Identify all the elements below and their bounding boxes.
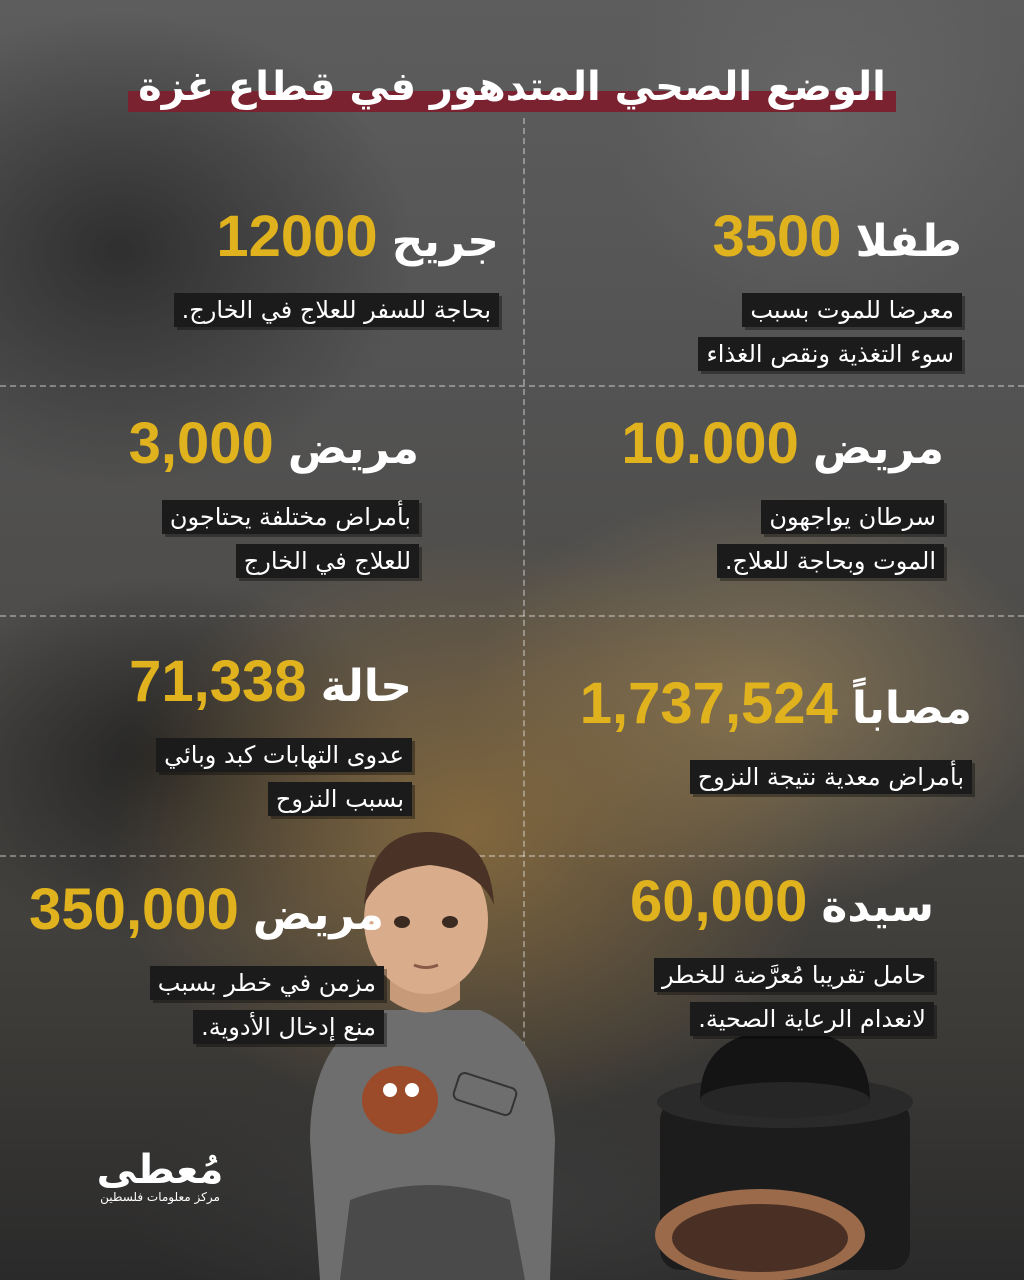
stat-line: بحاجة للسفر للعلاج في الخارج. xyxy=(174,293,499,327)
stat-hepatitis-cases xyxy=(129,650,412,816)
logo-subtitle: مركز معلومات فلسطين xyxy=(100,1190,220,1204)
stat-line: معرضا للموت بسبب xyxy=(742,293,962,327)
stat-unit: حالة xyxy=(320,661,412,712)
stat-unit: جريح xyxy=(391,216,499,267)
stat-infectious-diseases xyxy=(580,672,972,794)
logo-name: مُعطى xyxy=(96,1147,224,1193)
stat-chronic-patients xyxy=(29,878,384,1044)
stat-wounded-travel xyxy=(174,205,499,327)
stat-number: 3,000 xyxy=(128,411,274,476)
stat-unit: مريض xyxy=(252,889,384,940)
stat-unit: سيدة xyxy=(821,881,934,932)
stat-unit: طفلا xyxy=(855,216,962,267)
stat-pregnant-women xyxy=(630,870,934,1036)
brand-logo xyxy=(80,1148,240,1204)
stat-number: 10.000 xyxy=(621,411,799,476)
cooking-pot-photo xyxy=(640,1020,930,1280)
stat-number: 71,338 xyxy=(129,649,307,714)
horizontal-divider-2 xyxy=(0,615,1024,617)
stat-line: بسبب النزوح xyxy=(268,782,412,816)
stat-line: للعلاج في الخارج xyxy=(236,544,419,578)
stat-unit: مريض xyxy=(287,423,419,474)
stat-line: الموت وبحاجة للعلاج. xyxy=(717,544,944,578)
stat-number: 60,000 xyxy=(629,869,808,934)
stat-line: حامل تقريبا مُعرَّضة للخطر xyxy=(654,958,934,992)
stat-line: بأمراض مختلفة يحتاجون xyxy=(162,500,419,534)
stat-number: 350,000 xyxy=(29,877,239,942)
stat-unit: مصاباً xyxy=(851,683,972,734)
stat-number: 1,737,524 xyxy=(579,671,838,736)
stat-line: عدوى التهابات كبد وبائي xyxy=(156,738,412,772)
stat-line: بأمراض معدية نتيجة النزوح xyxy=(690,760,972,794)
horizontal-divider-1 xyxy=(0,385,1024,387)
stat-line: منع إدخال الأدوية. xyxy=(193,1010,384,1044)
stat-unit: مريض xyxy=(812,423,944,474)
stat-line: لانعدام الرعاية الصحية. xyxy=(690,1002,934,1036)
page-title: الوضع الصحي المتدهور في قطاع غزة xyxy=(128,62,896,112)
stat-cancer-patients xyxy=(621,412,944,578)
stat-line: سوء التغذية ونقص الغذاء xyxy=(698,337,962,371)
stat-children-malnutrition xyxy=(698,205,962,371)
stat-number: 3500 xyxy=(712,204,842,269)
stat-various-diseases xyxy=(129,412,419,578)
stat-number: 12000 xyxy=(216,204,378,269)
title-wrap xyxy=(0,62,1024,112)
stat-line: سرطان يواجهون xyxy=(761,500,944,534)
stat-line: مزمن في خطر بسبب xyxy=(150,966,384,1000)
